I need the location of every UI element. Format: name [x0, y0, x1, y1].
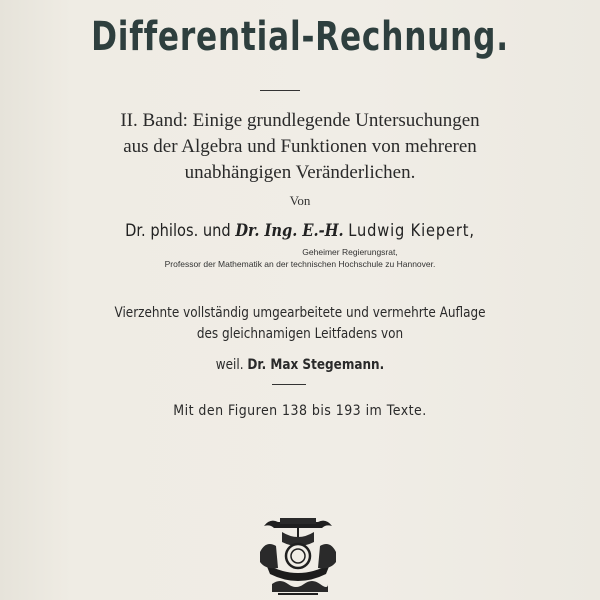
author-position: Professor der Mathematik an der technischen Hochschule zu Hannover.: [164, 259, 436, 269]
by-label: Von: [289, 193, 311, 208]
author-honorary-title: Dr. Ing. E.-H.: [235, 221, 344, 241]
original-author-name: Dr. Max Stegemann.: [247, 357, 385, 373]
author-name: Ludwig Kiepert,: [348, 221, 475, 241]
volume-line-1: II. Band: Einige grundlegende Untersuchungen: [120, 110, 480, 131]
publisher-emblem-icon: [256, 512, 340, 600]
edition-note: [42, 303, 558, 345]
original-author-prefix: weil.: [215, 357, 244, 373]
author-line: [42, 221, 558, 241]
author-degree: Dr. philos. und: [125, 221, 231, 241]
edition-line-1: Vierzehnte vollständig umgearbeitete und vermehrte Auflage: [114, 305, 486, 321]
divider-rule: [272, 384, 306, 385]
divider-rule: [260, 90, 300, 91]
figures-note: Mit den Figuren 138 bis 193 im Texte.: [173, 403, 427, 419]
book-title: Differential-Rechnung.: [91, 14, 509, 60]
volume-description: [0, 108, 600, 186]
original-author-line: [42, 357, 558, 373]
volume-line-3: unabhängigen Veränderlichen.: [184, 162, 416, 183]
edition-line-2: des gleichnamigen Leitfadens von: [196, 326, 404, 342]
author-rank: Geheimer Regierungsrat,: [302, 247, 398, 257]
volume-line-2: aus der Algebra und Funktionen von mehreren: [123, 136, 477, 157]
